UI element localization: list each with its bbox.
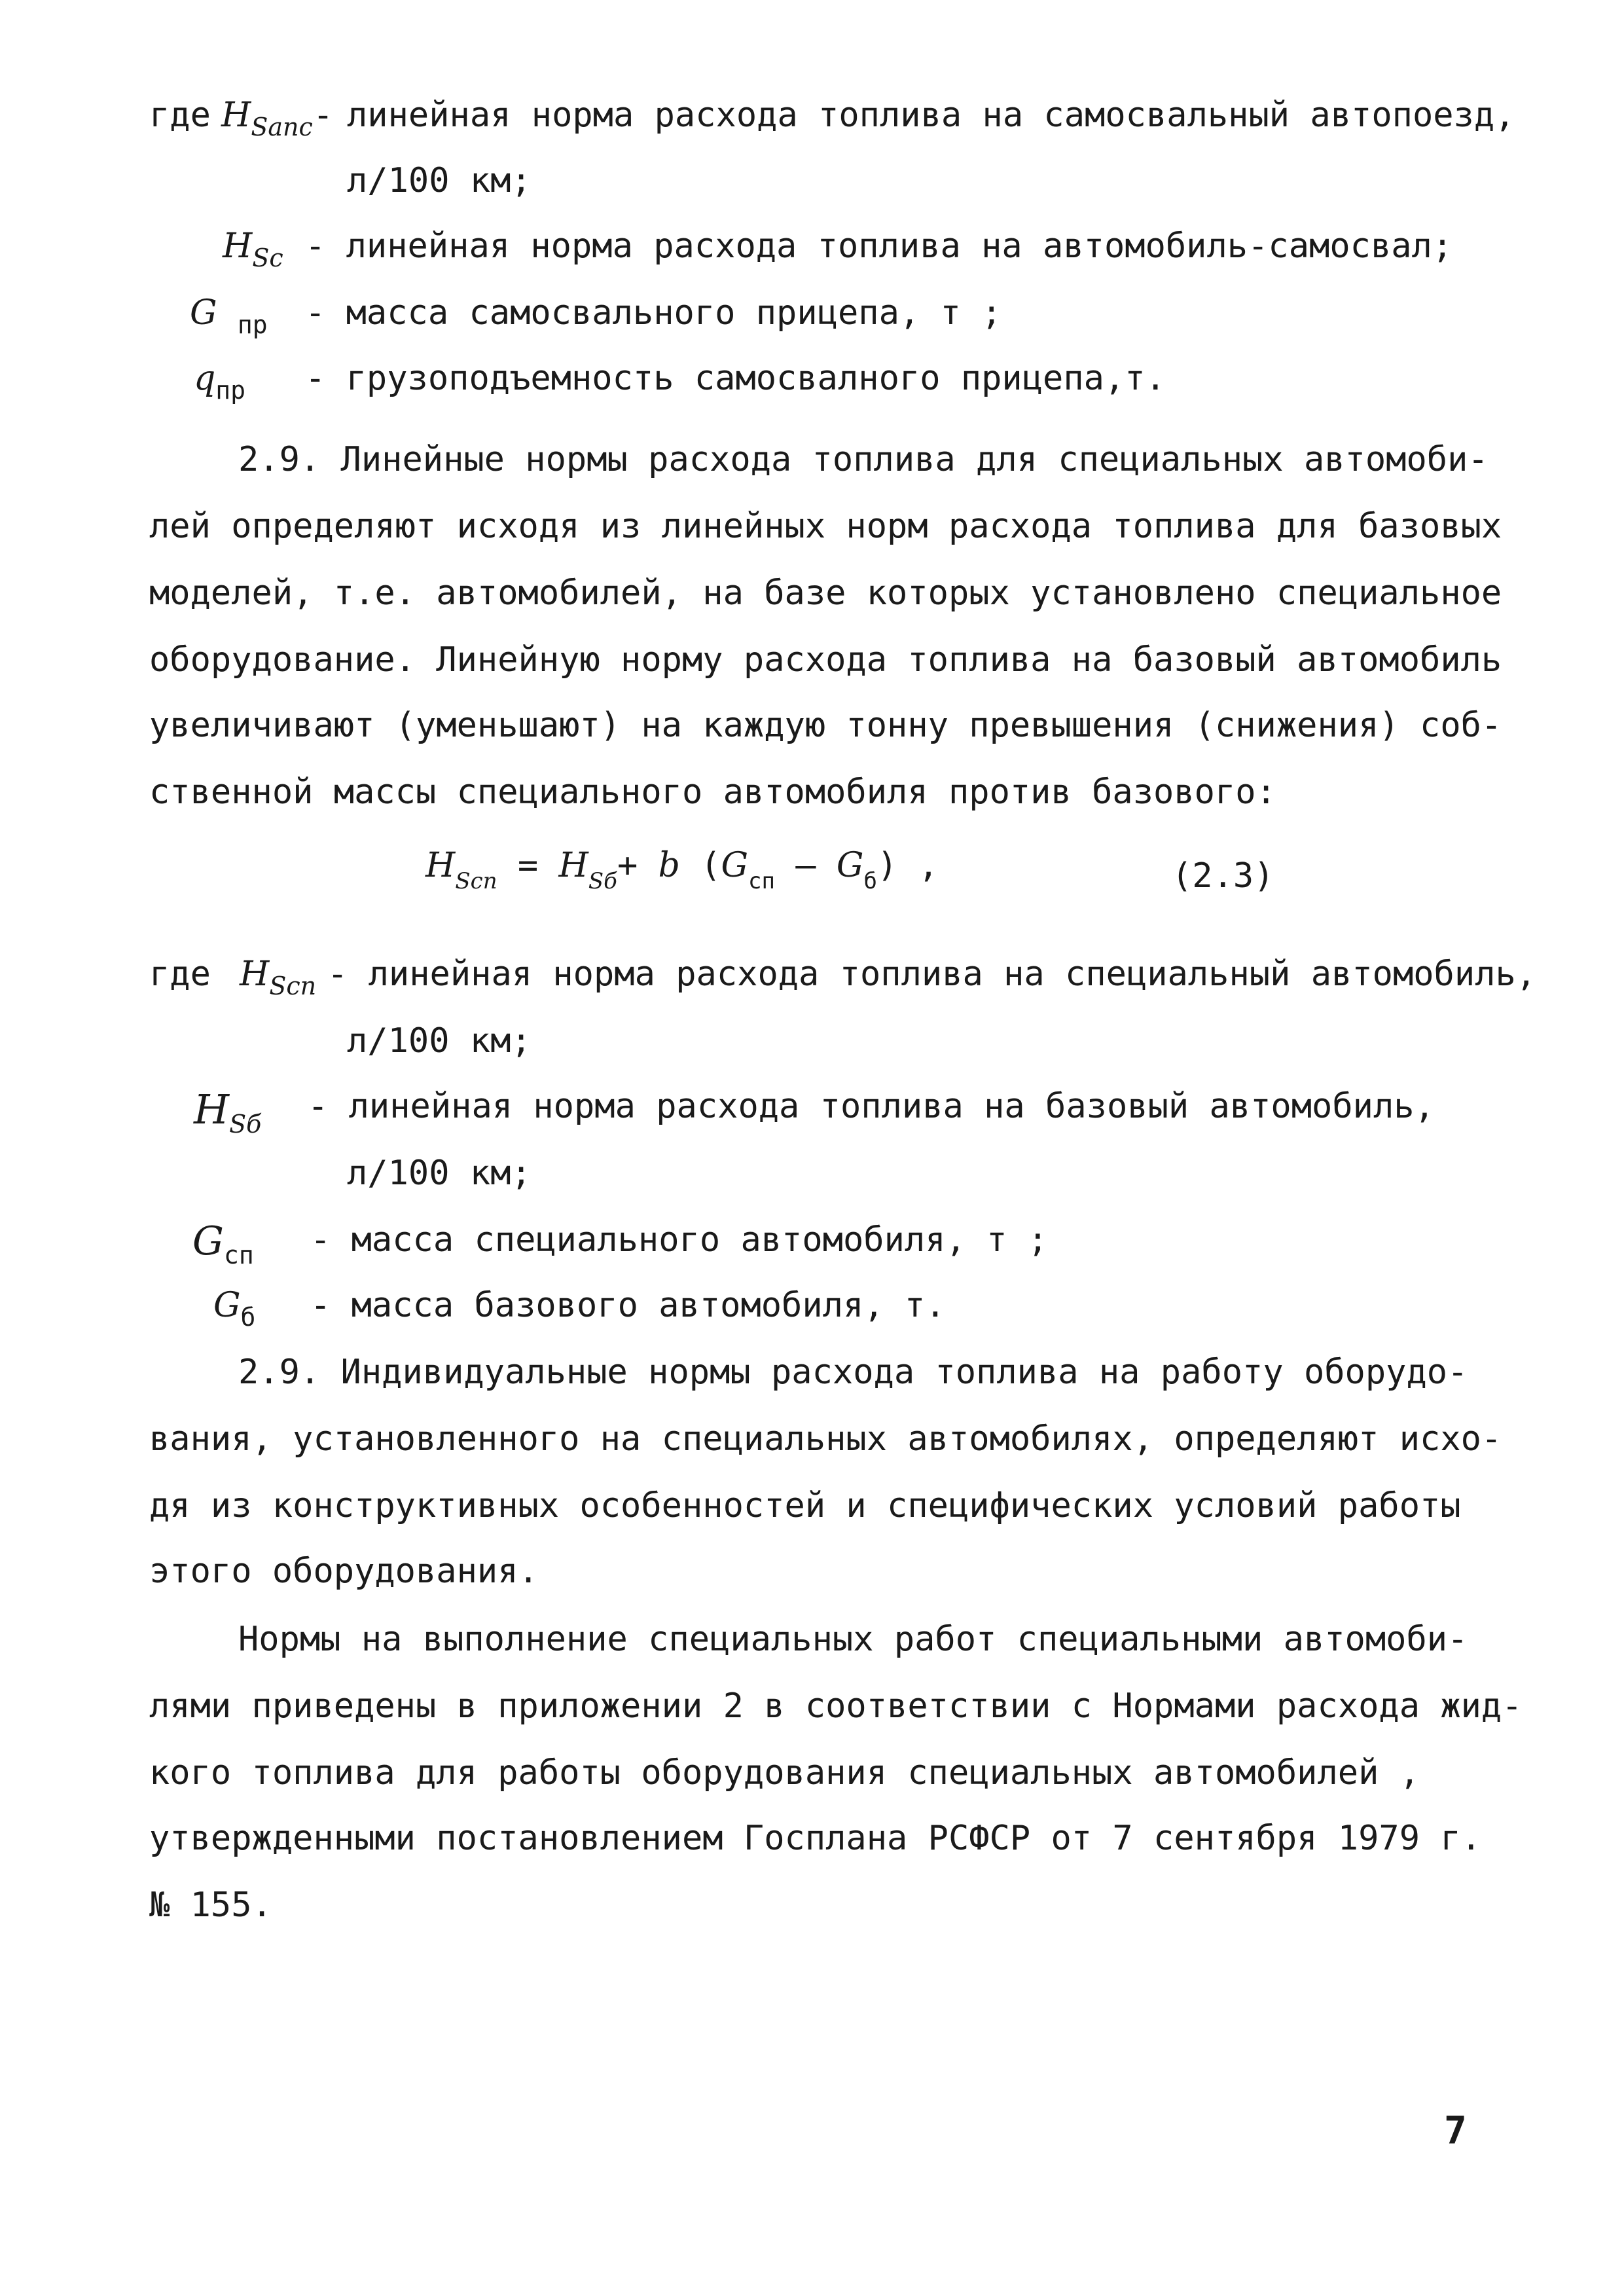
definition-h-scp: - линейная норма расхода топлива на специальный автомобиль, <box>327 955 1537 994</box>
definition-q-pr: - грузоподъемность самосвалного прицепа,т. <box>305 359 1166 398</box>
symbol-g-sp: $G_{сп}$ <box>192 1218 254 1269</box>
para2-line3: дя из конструктивных особенностей и специфических условий работы <box>149 1486 1461 1525</box>
definition-h-sanc: линейная норма расхода топлива на самосвальный автопоезд, <box>347 96 1515 135</box>
formula-number: (2.3) <box>1172 856 1274 896</box>
formula-2-3: $Н_{Sсп} = Н_{Sб}+ b$ $(G_{сп} - G_б)$ , <box>425 846 939 894</box>
para3-line5: № 155. <box>149 1886 272 1925</box>
definition-h-scp-unit: л/100 км; <box>347 1021 532 1061</box>
para1-line4: оборудование. Линейную норму расхода топлива на базовый автомобиль <box>149 640 1502 680</box>
definition-g-pr: - масса самосвального прицепа, т ; <box>305 293 1002 333</box>
definition-g-b: - масса базового автомобиля, т. <box>310 1286 946 1325</box>
para1-line5: увеличивают (уменьшают) на каждую тонну превышения (снижения) соб- <box>149 706 1502 745</box>
para3-line4: утвержденными постановлением Госплана РСФСР от 7 сентября 1979 г. <box>149 1819 1481 1858</box>
para2-line4: этого оборудования. <box>149 1552 539 1591</box>
para3-line3: кого топлива для работы оборудования специальных автомобилей , <box>149 1753 1420 1793</box>
page-number: 7 <box>1444 2108 1467 2153</box>
symbol-g-pr: G $_{пр}$ <box>190 293 268 339</box>
para3-line1: Нормы на выполнение специальных работ специальными автомоби- <box>238 1620 1468 1659</box>
symbol-h-sanc: $Н_{Sanc}-$ <box>221 96 334 141</box>
para2-line2: вания, установленного на специальных автомобилях, определяют исхо- <box>149 1419 1502 1459</box>
para1-line3: моделей, т.е. автомобилей, на базе которых установлено специальное <box>149 574 1502 613</box>
para1-line2: лей определяют исходя из линейных норм расхода топлива для базовых <box>149 507 1502 546</box>
symbol-h-sb: $Н_{Sб}$ <box>194 1085 262 1139</box>
symbol-q-pr: $q_{пр}$ <box>194 359 246 405</box>
symbol-h-sc: $Н_{Sс}$ <box>223 227 283 272</box>
symbol-g-b: $G_б$ <box>213 1286 256 1332</box>
definition-h-sb-unit: л/100 км; <box>347 1154 532 1193</box>
where-label-1: где <box>149 96 211 135</box>
symbol-h-scp: $Н_{Sсп}$ <box>240 955 317 1000</box>
definition-h-sanc-unit: л/100 км; <box>347 161 532 200</box>
definition-h-sb: - линейная норма расхода топлива на базовый автомобиль, <box>308 1087 1435 1126</box>
para2-line1: 2.9. Индивидуальные нормы расхода топлива на работу оборудо- <box>238 1353 1468 1392</box>
para1-line6: ственной массы специального автомобиля против базового: <box>149 773 1276 812</box>
definition-h-sc: - линейная норма расхода топлива на автомобиль-самосвал; <box>305 227 1453 266</box>
where-label-2: где <box>149 955 211 994</box>
para1-line1: 2.9. Линейные нормы расхода топлива для специальных автомоби- <box>238 440 1489 479</box>
para3-line2: лями приведены в приложении 2 в соответствии с Нормами расхода жид- <box>149 1686 1523 1726</box>
definition-g-sp: - масса специального автомобиля, т ; <box>310 1220 1049 1260</box>
